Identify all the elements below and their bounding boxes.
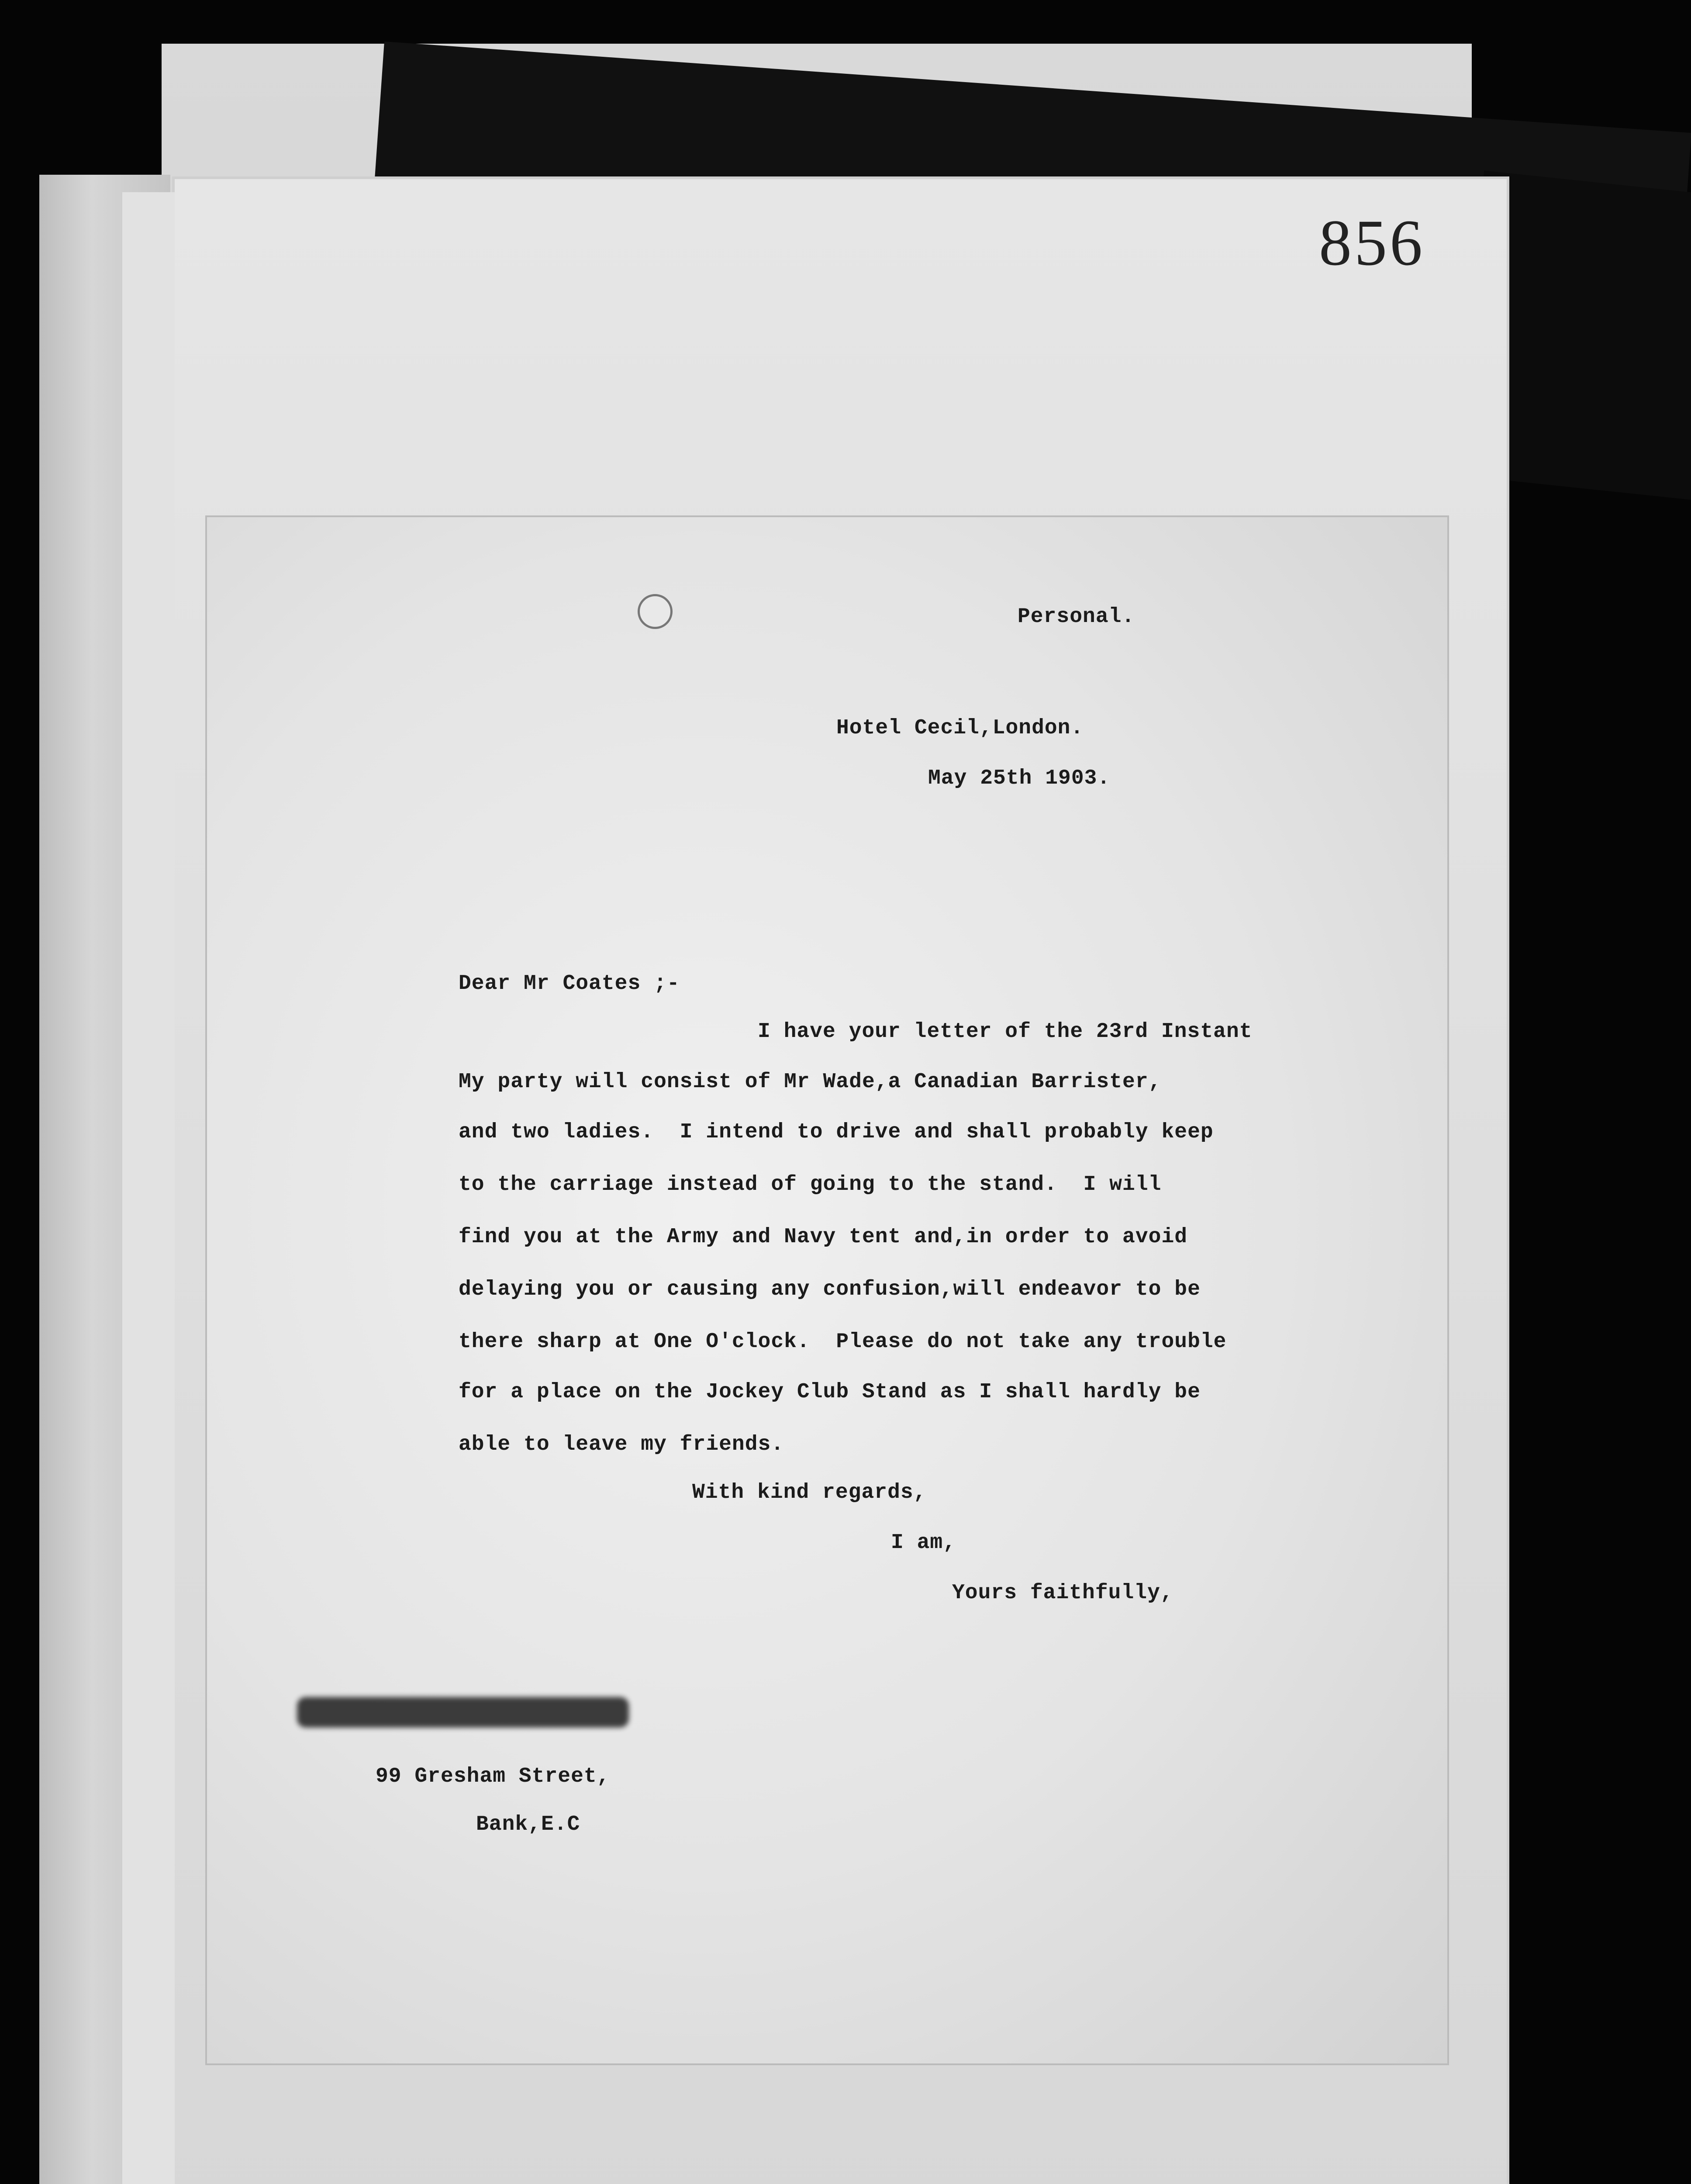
redacted-name-smudge: [297, 1697, 629, 1728]
letter-closing-yours: Yours faithfully,: [952, 1581, 1173, 1605]
letter-body-line-5: find you at the Army and Navy tent and,in order to avoid: [459, 1225, 1188, 1249]
recipient-address-line-2: Bank,E.C: [476, 1813, 580, 1836]
letter-body-line-8: for a place on the Jockey Club Stand as I shall hardly be: [459, 1380, 1201, 1404]
recipient-address-line-1: 99 Gresham Street,: [376, 1765, 610, 1788]
letter-date: May 25th 1903.: [928, 767, 1111, 790]
letter-body-line-3: and two ladies. I intend to drive and shall probably keep: [459, 1120, 1214, 1144]
letter-body-line-1: I have your letter of the 23rd Instant: [758, 1020, 1253, 1044]
letter-body-line-2: My party will consist of Mr Wade,a Canadian Barrister,: [459, 1070, 1162, 1094]
letter-body-line-6: delaying you or causing any confusion,will endeavor to be: [459, 1278, 1201, 1301]
letter-marking: Personal.: [1018, 605, 1135, 629]
letter-body-line-9: able to leave my friends.: [459, 1433, 784, 1456]
letter-closing-i-am: I am,: [891, 1531, 956, 1555]
letter-address-line: Hotel Cecil,London.: [836, 716, 1084, 740]
letter-salutation: Dear Mr Coates ;-: [459, 972, 680, 995]
punch-hole: [638, 594, 673, 629]
letter-closing-regards: With kind regards,: [692, 1481, 927, 1504]
letter-body-line-7: there sharp at One O'clock. Please do not take any trouble: [459, 1330, 1227, 1354]
left-edge-highlight: [122, 192, 175, 2184]
folder-number: 856: [1319, 207, 1425, 279]
letter-body-line-4: to the carriage instead of going to the stand. I will: [459, 1173, 1162, 1196]
